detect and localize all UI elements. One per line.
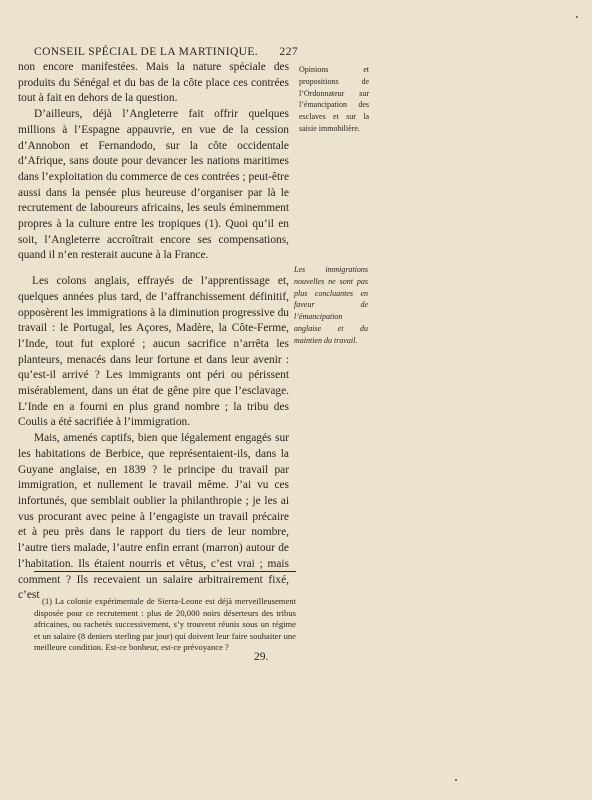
footnote-rule bbox=[34, 571, 296, 572]
margin-note-immigrations: Les immigrations nouvelles ne sont pas plus concluantes en faveur de l’émancipation anglaise et du maintien du travail. bbox=[294, 265, 368, 345]
margin-note-opinions: Opinions et propositions de l’Ordonnateur sur l’émancipation des esclaves et sur la saisie immobilière. bbox=[299, 65, 369, 133]
paragraph-3: Les colons anglais, effrayés de l’apprentissage et, quelques années plus tard, de l’affranchissement définitif, opposèrent les immigrations à la diminution progressive du travail : le Portugal, les Açores, Madère, la Côte-Ferme, l’Inde, tout fut exploré ; aucun sacrifice n’arrêta les planteurs, menacés dans leur fortune et dans leur avenir : qu’est-il arrivé ? Les immigrants ont péri ou périssent misérablement, dans un état de gêne pire que l’esclavage. L’Inde en a fourni en plus grand nombre ; la tribu des Coulis a été sacrifiée à l’immigration. bbox=[18, 275, 289, 429]
header-title: CONSEIL SPÉCIAL DE LA MARTINIQUE. bbox=[34, 46, 259, 58]
paper-speck bbox=[576, 16, 578, 18]
paragraph-1: non encore manifestées. Mais la nature spéciale des produits du Sénégal et du bas de la côte place ces contrées tout à fait en dehors de la question. bbox=[18, 61, 289, 105]
paper-speck bbox=[455, 779, 457, 781]
header-page-number: 227 bbox=[279, 46, 298, 58]
paragraph-4: Mais, amenés captifs, bien que légalement engagés sur les habitations de Berbice, que représentaient-ils, dans la Guyane anglaise, en 1839 ? le principe du travail par immigration, et nullement le travail même. J’ai vu ces infortunés, que semblait oublier la philanthropie ; je les ai vus procurant avec peine à l’engagiste un travail précaire et à peu près dans le rapport du tiers de leur nombre, l’autre tiers malade, l’autre enfin errant (marron) autour de l’habitation. Ils étaient nourris et vêtus, c’est vrai ; mais comment ? Ils recevaient un salaire arbitrairement fixé, c’est bbox=[18, 432, 289, 602]
main-text bbox=[18, 60, 289, 604]
footnote: (1) La colonie expérimentale de Sierra-Leone est déjà merveilleusement disposée pour ce recrutement : plus de 20,000 noirs déserteurs des tribus africaines, ou rachetés successivement, s’y trouvent réunis sous un régime et un salaire (8 deniers sterling par jour) qui doivent leur faire souhaiter une meilleure condition. Est-ce bonheur, est-ce prévoyance ? bbox=[34, 596, 296, 653]
paragraph-2: D’ailleurs, déjà l’Angleterre fait offrir quelques millions à l’Espagne appauvrie, en vue de la cession d’Annobon et Fernandodo, sur la côte occidentale d’Afrique, sans doute pour devancer les nations maritimes dans l’exploitation du commerce de ces contrées ; peut-être aussi dans la pensée plus heureuse d’organiser par là le recrutement de laboureurs africains, les seuls éminemment propres à la culture entre les tropiques (1). Quoi qu’il en soit, l’Angleterre accroîtrait encore ses compensations, quand il n’en resterait aucune à la France. bbox=[18, 108, 289, 262]
signature-mark: 29. bbox=[254, 651, 269, 663]
running-header bbox=[34, 46, 298, 58]
